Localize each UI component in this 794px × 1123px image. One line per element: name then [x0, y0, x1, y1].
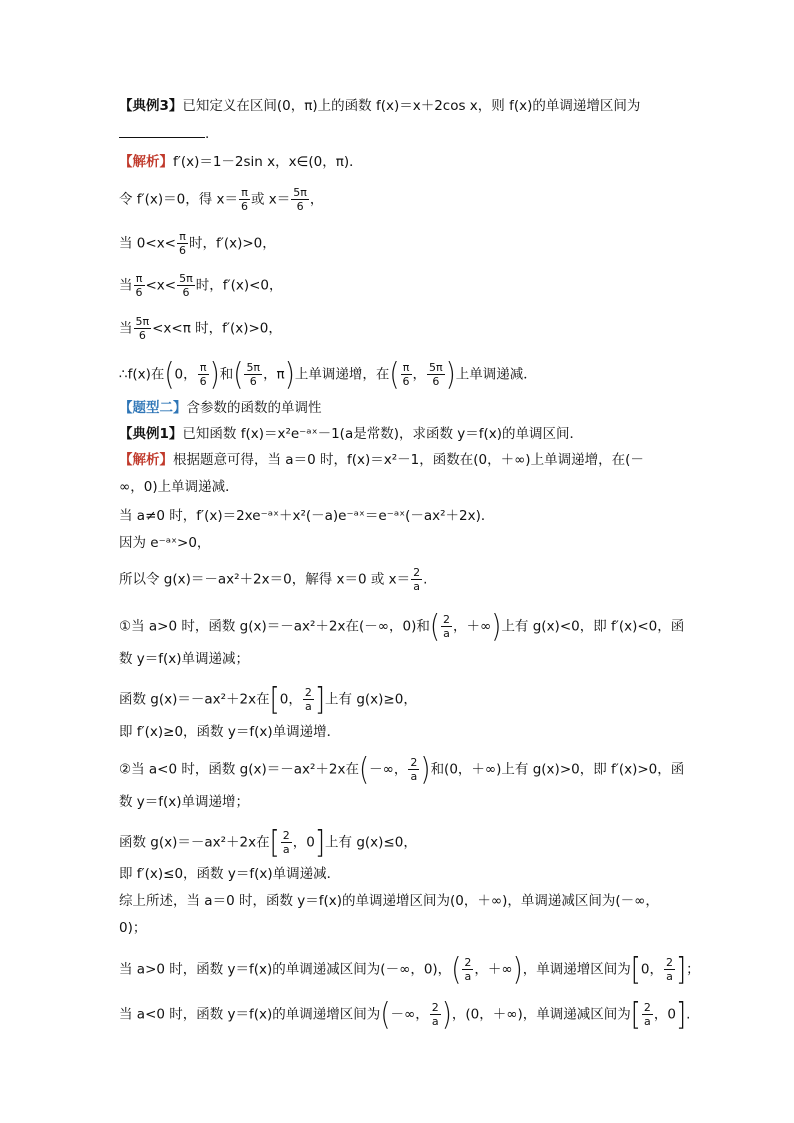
summary-line4: 当 a<0 时，函数 y＝f(x)的单调递增区间为(－∞， $\frac{2}{a}$ )，(0，＋∞)，单调递减区间为[ $\frac{2}{a}$ ，0].: [119, 996, 691, 1033]
fraction: $\frac{2}{a}$: [666, 956, 673, 983]
solution2-case2-c: 函数 g(x)＝－ax²＋2x在[ $\frac{2}{a}$ ，0]上有 g(x)≤0，: [119, 824, 417, 861]
section2-tag: 【题型二】: [119, 400, 187, 416]
solution2-line3: 当 a≠0 时，f′(x)＝2xe⁻ᵃˣ＋x²(－a)e⁻ᵃˣ＝e⁻ᵃˣ(－ax²＋2x)．: [119, 508, 495, 524]
section2-heading: [119, 398, 322, 418]
fraction: $\frac{5\pi}{6}$: [135, 315, 150, 342]
summary-line3: 当 a>0 时，函数 y＝f(x)的单调递减区间为(－∞，0)，( $\frac{2}{a}$ ，＋∞)，单调递增区间为[0， $\frac{2}{a}$ ]；: [119, 951, 700, 988]
example3-tag: 【典例3】: [119, 98, 183, 114]
fraction: $\frac{\pi}{6}$: [241, 186, 249, 213]
solution1-derivative: 【解析】f′(x)＝1－2sin x，x∈(0，π)．: [119, 154, 363, 170]
fraction: $\frac{5\pi}{6}$: [429, 361, 443, 388]
fraction: $\frac{2}{a}$: [282, 829, 290, 856]
fraction: $\frac{2}{a}$: [304, 686, 312, 713]
fraction: $\frac{2}{a}$: [431, 1001, 439, 1028]
example1-question: [119, 424, 583, 444]
solution2-case1-b: 数 y＝f(x)单调递减；: [119, 651, 250, 667]
fraction: $\frac{2}{a}$: [643, 1001, 651, 1028]
solution2-case2-b: 数 y＝f(x)单调递增；: [119, 794, 250, 810]
solution2-line2: ∞，0)上单调递减．: [119, 479, 239, 495]
solution2-line1: 【解析】根据题意可得，当 a＝0 时，f(x)＝x²－1，函数在(0，＋∞)上单调递增，在(－: [119, 452, 644, 468]
fraction: $\frac{2}{a}$: [410, 756, 418, 783]
example3-question: [119, 96, 640, 116]
solution1-case2: 当 $\frac{\pi}{6}$ <x< $\frac{5\pi}{6}$ 时，f′(x)<0，: [119, 272, 283, 299]
fraction: $\frac{2}{a}$: [464, 956, 472, 983]
solution1-tag: 【解析】: [119, 154, 173, 170]
fraction: $\frac{2}{a}$: [413, 566, 421, 593]
solution1-case3: 当 $\frac{5\pi}{6}$ <x<π 时，f′(x)>0，: [119, 315, 282, 342]
example1-text: 已知函数 f(x)＝x²e⁻ᵃˣ－1(a是常数)，求函数 y＝f(x)的单调区间．: [182, 426, 584, 442]
answer-blank[interactable]: [119, 125, 205, 138]
solution1-conclusion: ∴f(x)在(0， $\frac{\pi}{6}$ )和( $\frac{5\pi}{6}$ ，π)上单调递增，在( $\frac{\pi}{6}$ ， $\frac{5\pi}{6}$ )上单调递减．: [119, 356, 537, 393]
fraction: $\frac{\pi}{6}$: [179, 230, 186, 257]
fraction: $\frac{5\pi}{6}$: [293, 186, 307, 213]
fraction: $\frac{5\pi}{6}$: [246, 361, 261, 388]
solution2-case1-a: ①当 a>0 时，函数 g(x)＝－ax²＋2x在(－∞，0)和( $\frac{2}{a}$ ，＋∞)上有 g(x)<0，即 f′(x)<0，函: [119, 608, 685, 645]
solution1-case1: 当 0<x< $\frac{\pi}{6}$ 时，f′(x)>0，: [119, 230, 276, 257]
summary-line2: 0)；: [119, 920, 147, 936]
fraction: $\frac{\pi}{6}$: [402, 361, 410, 388]
solution2-case2-d: 即 f′(x)≤0，函数 y＝f(x)单调递减．: [119, 866, 341, 882]
solution2-case1-c: 函数 g(x)＝－ax²＋2x在[0， $\frac{2}{a}$ ]上有 g(x)≥0，: [119, 681, 417, 718]
fraction: $\frac{5\pi}{6}$: [179, 272, 193, 299]
solution2-tag: 【解析】: [119, 452, 173, 468]
example3-text: 已知定义在区间(0，π)上的函数 f(x)＝x＋2cos x，则 f(x)的单调递增区间为: [182, 98, 641, 114]
fraction: $\frac{\pi}{6}$: [135, 272, 143, 299]
example1-tag: 【典例1】: [119, 426, 183, 442]
solution2-case1-d: 即 f′(x)≥0，函数 y＝f(x)单调递增．: [119, 724, 341, 740]
section2-title: 含参数的函数的单调性: [186, 400, 322, 416]
solution1-zeros: 令 f′(x)＝0，得 x＝ $\frac{\pi}{6}$ 或 x＝ $\frac{5\pi}{6}$ ，: [119, 186, 324, 213]
example3-answer-line: .: [119, 124, 209, 144]
solution2-line5: 所以令 g(x)＝－ax²＋2x＝0，解得 x＝0 或 x＝ $\frac{2}{a}$ .: [119, 566, 428, 593]
solution2-case2-a: ②当 a<0 时，函数 g(x)＝－ax²＋2x在(－∞， $\frac{2}{a}$ )和(0，＋∞)上有 g(x)>0，即 f′(x)>0，函: [119, 751, 685, 788]
solution2-line4: 因为 e⁻ᵃˣ>0，: [119, 535, 211, 551]
summary-line1: 综上所述，当 a＝0 时，函数 y＝f(x)的单调递增区间为(0，＋∞)，单调递减区间为(－∞，: [119, 893, 659, 909]
fraction: $\frac{\pi}{6}$: [199, 361, 207, 388]
fraction: $\frac{2}{a}$: [443, 613, 451, 640]
